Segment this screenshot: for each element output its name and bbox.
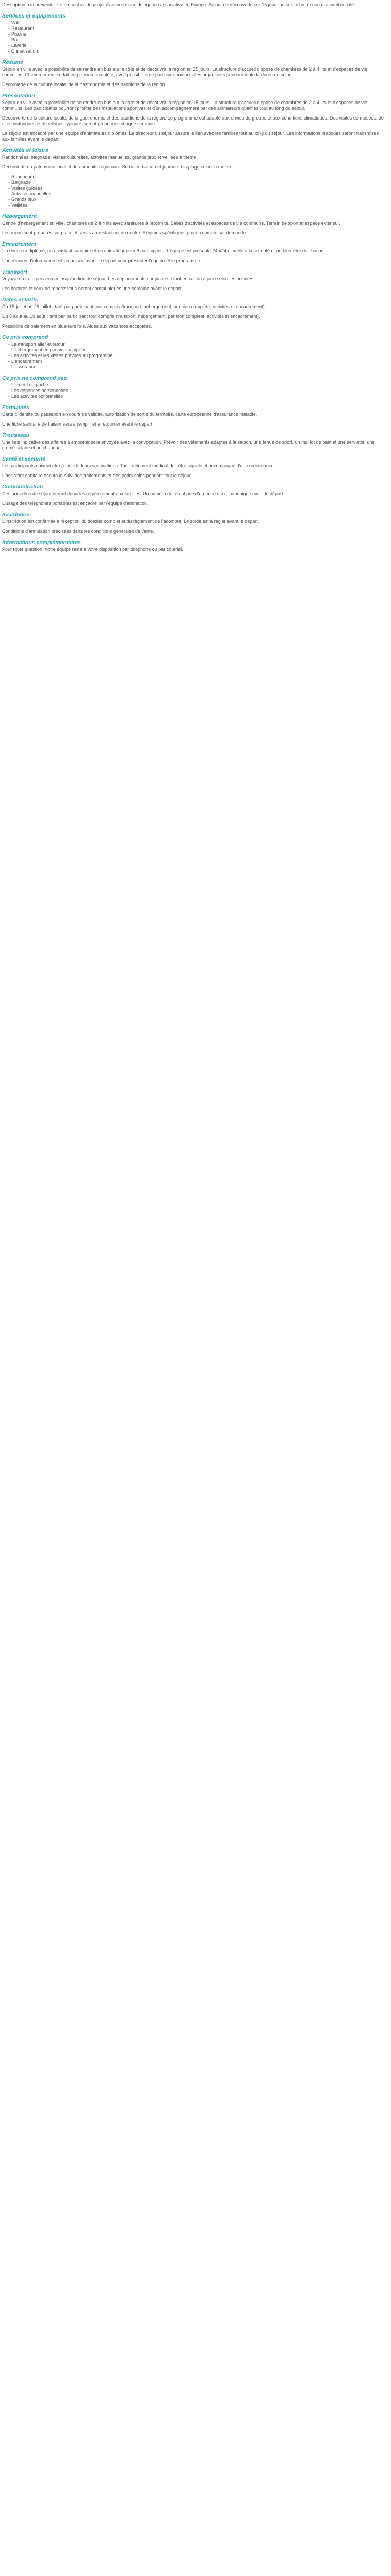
section-paragraph: Pour toute question, notre équipe reste à votre disposition par téléphone ou par courriel. bbox=[2, 547, 183, 552]
section-paragraph: Voyage en train puis en car jusqu'au lieu de séjour. Les déplacements sur place se font en car ou à pied selon les activités. bbox=[2, 276, 255, 281]
list-item: - Randonnée bbox=[11, 174, 384, 180]
section bbox=[2, 432, 384, 451]
section-paragraph: Le séjour est encadré par une équipe d'animateurs diplômés. Le directeur du séjour assure le lien avec les familles tout au long du séjour. Les informations pratiques seront transmises aux familles avant le départ. bbox=[2, 131, 379, 142]
section-paragraph: Découverte de la culture locale, de la gastronomie et des traditions de la région. Le programme est adapté aux envies du groupe et aux conditions climatiques. Des visites de musées, de sites historiques et de villages typiques seront proposées chaque semaine. bbox=[2, 115, 384, 126]
section bbox=[2, 13, 384, 54]
section-paragraph: Les horaires et lieux de rendez-vous seront communiqués une semaine avant le départ. bbox=[2, 286, 183, 291]
section bbox=[2, 213, 384, 236]
section-title: Activités et loisirs bbox=[2, 147, 48, 154]
list-item: - Baignade bbox=[11, 180, 384, 185]
section-title: Services et équipements bbox=[2, 13, 66, 19]
section-list bbox=[2, 342, 384, 370]
list-item: - Piscine bbox=[11, 31, 384, 37]
section-paragraph: Conditions d'annulation précisées dans les conditions générales de vente. bbox=[2, 529, 154, 534]
intro-paragraph: Description à la prévente : Le présent est le projet d'accueil d'une délégation associative en Europe. Séjour de découverte sur 15 jours au sein d'un réseau d'accueil en cité. bbox=[2, 2, 355, 7]
section-paragraph: Une liste indicative des affaires à emporter sera envoyée avec la convocation. Prévoir des vêtements adaptés à la saison, une tenue de sport, un maillot de bain et une serviette, une crème solaire et un chapeau. bbox=[2, 439, 375, 450]
document-body bbox=[2, 2, 384, 557]
sections-container bbox=[2, 13, 384, 552]
list-item: - Le transport aller et retour bbox=[11, 342, 384, 347]
section-paragraph: Du 15 juillet au 29 juillet : tarif par participant tout compris (transport, hébergement, pension complète, activités et encadrement). bbox=[2, 304, 266, 309]
list-item: - L'assurance bbox=[11, 364, 384, 370]
section-paragraph: Possibilité de paiement en plusieurs fois. Aides aux vacances acceptées. bbox=[2, 324, 152, 329]
list-item: - Les dépenses personnelles bbox=[11, 388, 384, 394]
section-paragraph: L'usage des téléphones portables est encadré par l'équipe d'animation. bbox=[2, 501, 149, 506]
section-paragraph: Découverte de la culture locale, de la gastronomie et des traditions de la région. bbox=[2, 82, 167, 87]
list-item: - Les activités et les visites prévues au programme bbox=[11, 353, 384, 359]
section bbox=[2, 269, 384, 292]
list-item: - Activités manuelles bbox=[11, 191, 384, 197]
list-item: - Laverie bbox=[11, 43, 384, 48]
section-paragraph: Centre d'hébergement en ville, chambres de 2 à 4 lits avec sanitaires à proximité. Salles d'activités et espaces de vie communs. Terrain de sport et espace extérieur. bbox=[2, 221, 340, 226]
section-paragraph: Séjour en ville avec la possibilité de se rendre en bus sur la côte et de découvrir la région en 15 jours. La structure d'accueil dispose de chambres de 2 à 4 lits et d'espaces de vie communs. Les participants pourront profiter des installations sportives et d'un accompagnement par des animateurs qualifiés tout au long du séjour. bbox=[2, 100, 367, 111]
section-list bbox=[2, 20, 384, 54]
section bbox=[2, 539, 384, 552]
section-title: Inscription bbox=[2, 512, 30, 518]
section-paragraph: Du 5 août au 19 août : tarif par participant tout compris (transport, hébergement, pension complète, activités et encadrement). bbox=[2, 314, 260, 319]
section bbox=[2, 93, 384, 142]
list-item: - Veillées bbox=[11, 202, 384, 208]
list-item: - Visites guidées bbox=[11, 185, 384, 191]
section-paragraph: Une réunion d'information est organisée avant le départ pour présenter l'équipe et le programme. bbox=[2, 258, 202, 263]
section-paragraph: Des nouvelles du séjour seront données régulièrement aux familles. Un numéro de téléphone d'urgence est communiqué avant le départ. bbox=[2, 491, 285, 496]
section-paragraph: L'inscription est confirmée à réception du dossier complet et du règlement de l'acompte. Le solde est à régler avant le départ. bbox=[2, 519, 259, 524]
section bbox=[2, 297, 384, 329]
section-title: Encadrement bbox=[2, 241, 37, 247]
section-title: Hébergement bbox=[2, 213, 37, 219]
section bbox=[2, 59, 384, 88]
section-title: Informations complémentaires bbox=[2, 539, 81, 546]
list-item: - L'hébergement en pension complète bbox=[11, 347, 384, 353]
list-item: - Bar bbox=[11, 37, 384, 43]
list-item: - Les activités optionnelles bbox=[11, 394, 384, 399]
section-title: Communication bbox=[2, 484, 43, 490]
section bbox=[2, 456, 384, 479]
section-title: Formalités bbox=[2, 404, 30, 411]
list-item: - Climatisation bbox=[11, 48, 384, 54]
section-title: Dates et tarifs bbox=[2, 297, 38, 303]
section-title: Santé et sécurité bbox=[2, 456, 46, 462]
section bbox=[2, 484, 384, 506]
section-paragraph: Une fiche sanitaire de liaison sera à remplir et à retourner avant le départ. bbox=[2, 421, 154, 427]
section-paragraph: L'assistant sanitaire assure le suivi des traitements et des petits soins pendant tout le séjour. bbox=[2, 473, 192, 478]
section-title: Transport bbox=[2, 269, 27, 275]
section-title: Ce prix comprend bbox=[2, 334, 48, 341]
section-title: Ce prix ne comprend pas bbox=[2, 375, 67, 381]
section bbox=[2, 404, 384, 427]
section-title: Trousseau bbox=[2, 432, 29, 438]
section-paragraph: Carte d'identité ou passeport en cours de validité, autorisation de sortie du territoire, carte européenne d'assurance maladie. bbox=[2, 412, 257, 417]
list-item: - Grands jeux bbox=[11, 197, 384, 202]
section-paragraph: Les repas sont préparés sur place et servis au restaurant du centre. Régimes spécifiques pris en compte sur demande. bbox=[2, 230, 247, 235]
section-title: Résumé bbox=[2, 59, 23, 65]
section-paragraph: Randonnées, baignade, visites culturelles, activités manuelles, grands jeux et veillées à thème. bbox=[2, 155, 198, 160]
section-paragraph: Découverte du patrimoine local et des produits régionaux. Sortie en bateau et journée à la plage selon la météo. bbox=[2, 164, 233, 170]
section-paragraph: Séjour en ville avec la possibilité de se rendre en bus sur la côte et de découvrir la région en 15 jours. La structure d'accueil dispose de chambres de 2 à 4 lits et d'espaces de vie communs. L'hébergement se fait en pension complète, avec possibilité de participer aux activités organisées pendant toute la durée du séjour. bbox=[2, 66, 367, 77]
list-item: - Restaurant bbox=[11, 26, 384, 31]
section bbox=[2, 512, 384, 534]
section bbox=[2, 375, 384, 399]
section bbox=[2, 241, 384, 264]
section bbox=[2, 334, 384, 370]
section-list bbox=[2, 382, 384, 399]
list-item: - Wifi bbox=[11, 20, 384, 26]
list-item: - L'encadrement bbox=[11, 359, 384, 364]
section-title: Présentation bbox=[2, 93, 35, 99]
section-paragraph: Les participants doivent être à jour de leurs vaccinations. Tout traitement médical doit être signalé et accompagné d'une ordonnance. bbox=[2, 463, 275, 468]
list-item: - L'argent de poche bbox=[11, 382, 384, 388]
section-list bbox=[2, 174, 384, 208]
section bbox=[2, 147, 384, 208]
section-paragraph: Un directeur diplômé, un assistant sanitaire et un animateur pour 8 participants. L'équipe est présente 24h/24 et veille à la sécurité et au bien-être de chacun. bbox=[2, 248, 325, 253]
